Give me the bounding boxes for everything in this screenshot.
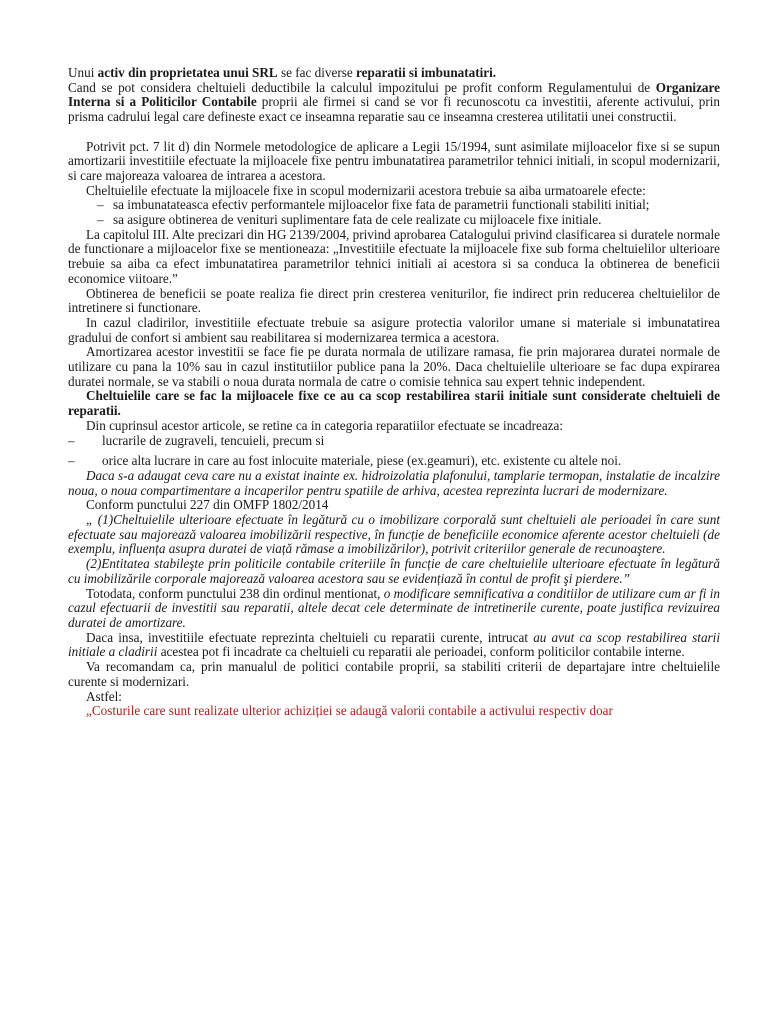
list-item [68,434,720,449]
reparatii-curente-text: acestea pot fi incadrate ca cheltuieli cu reparatii ale perioadei, conform politicilor contabile interne. [157,644,685,660]
question-text: proprii ale firmei si cand se vor fi recunoscotu ca investitii, aferente activului, prin prisma cadrului legal care defineste exact ce inseamna reparatie sau ce inseamna cresterea utilitatii unei constructii. [68,94,720,125]
reparatii-curente-text: Daca insa, investitiile efectuate reprezinta cheltuieli cu reparatii curente, intrucat [86,629,534,645]
intro-text: se fac diverse [277,65,357,80]
dash-bullet: – [68,432,75,448]
paragraph-reparatii-bold [68,389,720,418]
dash-bullet: – [68,453,75,469]
list-item [68,198,720,213]
paragraph-beneficii: Obtinerea de beneficii se poate realiza fie direct prin cresterea veniturilor, fie indirect prin reducerea cheltuielilor de intretinere si functionare. [68,285,720,316]
list-item-text: sa asigure obtinerea de venituri suplimentare fata de cele realizate cu mijloacele fixe initiale. [113,212,602,228]
paragraph-quote-2 [68,557,720,586]
quote-1-italic-text: „ (1)Cheltuielile ulterioare efectuate în legătură cu o imobilizare corporală sunt cheltuieli ale perioadei în care sunt efectuate sau majorează valoarea imobilizării respective, în funcție de beneficiile economice aferente acestor cheltuieli (de exemplu, influența asupra duratei de viață rămase a imobilizărilor), potrivit criteriilor generale de recunoaştere. [68,512,720,557]
list-item [68,213,720,228]
intro-line [68,66,720,81]
paragraph-hg: La capitolul III. Alte precizari din HG 2139/2004, privind aprobarea Catalogului privind clasificarea si duratele normale de functionare a mijloacelor fixe se mentioneaza: „Investitiile efectuate la mijloacele fixe sub forma cheltuielilor ulterioare trebuie sa aiba ca efect imbunatatirea parametrilor tehnici initiali ai acestora si sa conduca la obtinerea de beneficii economice viitoare.” [68,226,720,286]
punct-238-text: Totodata, conform punctului 238 din ordinul mentionat, [86,585,384,601]
paragraph-omfp-ref: Conform punctului 227 din OMFP 1802/2014 [86,497,329,513]
punct-238-italic-text: o modificare semnificativa a conditiilor de utilizare cum ar fi in cazul efectuarii de investitii sau reparatii, altele decat cele determinate de intretinerile curente, poate justifica revizuirea duratei de amortizare. [68,585,720,630]
quote-2-italic-text: (2)Entitatea stabileşte prin politicile contabile criteriile în funcție de care cheltuielile ulterioare efectuate în legătură cu imobilizările corporale majorează valoarea acestora sau se evidențiază în contul de profit şi pierdere.” [68,556,720,586]
paragraph-modernizare [68,469,720,498]
paragraph-punct-238 [68,587,720,631]
paragraph-efecte: Cheltuielile efectuate la mijloacele fixe in scopul modernizarii acestora trebuie sa aiba urmatoarele efecte: [86,182,646,198]
paragraph-astfel: Astfel: [86,688,122,704]
reparatii-bold-text: Cheltuielile care se fac la mijloacele fixe ce au ca scop restabilirea starii initiale sunt considerate cheltuieli de reparatii. [68,388,720,419]
paragraph-reparatii-curente [68,631,720,660]
intro-question [68,81,720,125]
question-text: Cand se pot considera cheltuieli deductibile la calculul impozitului pe profit conform Regulamentului de [68,79,656,95]
question-bold-regulament: Organizare Interna si a Politicilor Contabile [68,79,720,110]
paragraph-norme: Potrivit pct. 7 lit d) din Normele metodologice de aplicare a Legii 15/1994, sunt asimilate mijloacelor fixe si se supun amortizarii investitiile efectuate la mijloacele fixe pentru imbunatatirea parametrilor tehnici initiali, in scopul modernizarii, si care majoreaza valoarea de intrarea a acestora. [68,138,720,183]
intro-bold-activ: activ din proprietatea unui SRL [97,65,278,80]
list-item [68,454,720,469]
document-page [68,66,720,719]
paragraph-cuprins: Din cuprinsul acestor articole, se retine ca in categoria reparatiilor efectuate se incadreaza: [86,417,564,433]
paragraph-cladiri: In cazul cladirilor, investitiile efectuate trebuie sa asigure protectia valorilor umane si materiale si imbunatatirea gradului de confort si ambient sau reabilitarea si modernizarea termica a acestora. [68,314,720,345]
paragraph-costuri-quote: „Costurile care sunt realizate ulterior achiziției se adaugă valorii contabile a activului respectiv doar [86,703,613,719]
paragraph-quote-1 [68,513,720,557]
dash-bullet: – [97,212,104,228]
paragraph-recomandare: Va recomandam ca, prin manualul de politici contabile proprii, sa stabiliti criterii de departajare intre cheltuielile curente si modernizari. [68,659,720,689]
list-item-text: orice alta lucrare in care au fost inlocuite materiale, piese (ex.geamuri), etc. existente cu altele noi. [102,453,622,469]
paragraph-amortizare: Amortizarea acestor investitii se face fie pe durata normala de utilizare ramasa, fie prin majorarea duratei normale de utilizare cu pana la 10% sau in cazul institutiilor publice pana la 20%. Daca cheltuielile ulterioare se fac dupa expirarea duratei normale, se va stabili o noua durata normala de catre o comisie tehnica sau expert tehnic independent. [68,344,720,389]
dash-bullet: – [97,197,104,213]
reparatii-curente-italic-text: au avut ca scop restabilirea starii initiale a cladirii [68,629,720,660]
list-item-text: lucrarile de zugraveli, tencuieli, precum si [102,432,325,448]
intro-text: Unui [68,65,98,80]
modernizare-italic-text: Daca s-a adaugat ceva care nu a existat inainte ex. hidroizolatia plafonului, tamplarie termopan, instalatie de incalzire noua, o noua compartimentare a incaperilor pentru spatiile de arhiva, acestea reprezinta lucrari de modernizare. [68,467,720,498]
intro-bold-reparatii: reparatii si imbunatatiri. [356,65,497,80]
list-item-text: sa imbunatateasca efectiv performantele mijloacelor fixe fata de parametrii functionali stabiliti initial; [113,197,650,213]
